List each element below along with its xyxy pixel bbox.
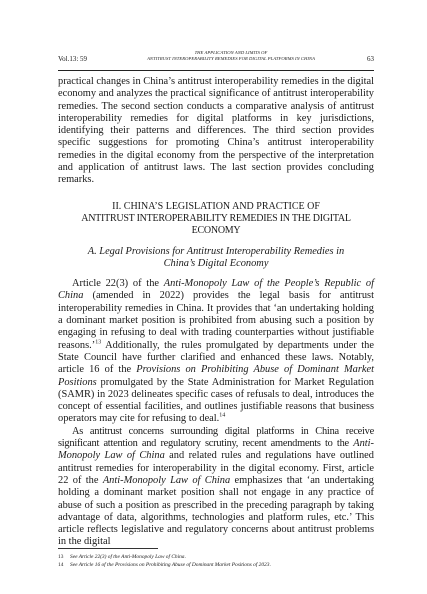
footnote-ref-14[interactable]: 14: [219, 412, 226, 419]
running-title-line2: ANTITRUST INTEROPERABILITY REMEDIES FOR DIGITAL PLATFORMS IN CHINA: [147, 56, 315, 61]
body-text: [58, 76, 374, 549]
law-title: Anti-Monopoly Law of China: [102, 474, 231, 486]
running-header: [58, 50, 374, 71]
provisions-title: Provisions on Prohibiting Abuse of Dominant Market Positions: [58, 364, 374, 388]
section-heading-line1: II. CHINA’S LEGISLATION AND PRACTICE OF: [112, 200, 320, 212]
law-title: Anti-Monopoly Law of China: [58, 438, 374, 462]
intro-paragraph: practical changes in China’s antitrust interoperability remedies in the digital economy and analyzes the practical significance of antitrust interoperability remedies. The second section conducts a comparative analysis of antitrust interoperability remedies for digital platforms in key jurisdictions, identifying their patterns and differences. The third section provides specific suggestions for promoting China’s antitrust interoperability remedies in the digital economy from the perspective of the interpretation and application of antitrust laws. The last section provides concluding remarks.: [58, 76, 374, 186]
section-heading-line2: ANTITRUST INTEROPERABILITY REMEDIES IN THE DIGITAL ECONOMY: [81, 212, 351, 237]
footnotes: [58, 548, 374, 569]
footnote-ref-13[interactable]: 13: [95, 339, 102, 346]
subsection-heading-line2: China’s Digital Economy: [163, 257, 269, 269]
page-number: 63: [367, 55, 374, 63]
subsection-heading: [58, 246, 374, 271]
paragraph-article-22: Article 22(3) of the Anti-Monopoly Law of the People’s Republic of China (amended in 2022) provides the legal basis for antitrust interoperability remedies in China. It provides that ‘an undertaking holding a dominant market position is prohibited from abusing such a position by engaging in refusing to deal with trading counterparties without justifiable reasons.’$^{13}$ Additionally, the rules promulgated by departments under the State Council have further clarified and enhanced these laws. Notably, article 16 of the Provisions on Prohibiting Abuse of Dominant Market Positions promulgated by the State Administration for Market Regulation (SAMR) in 2023 delineates specific cases of refusals to deal, introduces the concept of essential facilities, and outlines justifiable reasons that business operators may cite for refusing to deal.$^{14}$: [58, 278, 374, 425]
paragraph-digital-platforms: As antitrust concerns surrounding digital platforms in China receive significant attention and regulatory scrutiny, recent amendments to the Anti-Monopoly Law of China and related rules and regulations have outlined antitrust remedies for interoperability in the digital economy. First, article 22 of the Anti-Monopoly Law of China emphasizes that ‘an undertaking holding a dominant market position shall not engage in any practice of abuse of such a position as prescribed in the preceding paragraph by taking advantage of data, algorithms, technologies and platform rules, etc.’ This article reflects legislative and regulatory concerns about antitrust problems in the digital: [58, 425, 374, 548]
law-title: Anti-Monopoly Law of the People’s Republic of China: [58, 278, 374, 302]
footnote-14: 14 See Article 16 of the Provisions on Prohibiting Abuse of Dominant Market Positions of 2023.: [58, 562, 271, 568]
footnote-13: 13 See Article 22(3) of the Anti-Monopoly Law of China.: [58, 554, 186, 560]
running-title: [118, 50, 344, 62]
subsection-heading-line1: A. Legal Provisions for Antitrust Interoperability Remedies in: [87, 245, 345, 257]
volume-label: Vol.13: 59: [58, 55, 88, 63]
running-title-line1: THE APPLICATION AND LIMITS OF: [194, 50, 268, 55]
footnote-divider: [58, 548, 158, 549]
section-heading: [58, 201, 374, 238]
